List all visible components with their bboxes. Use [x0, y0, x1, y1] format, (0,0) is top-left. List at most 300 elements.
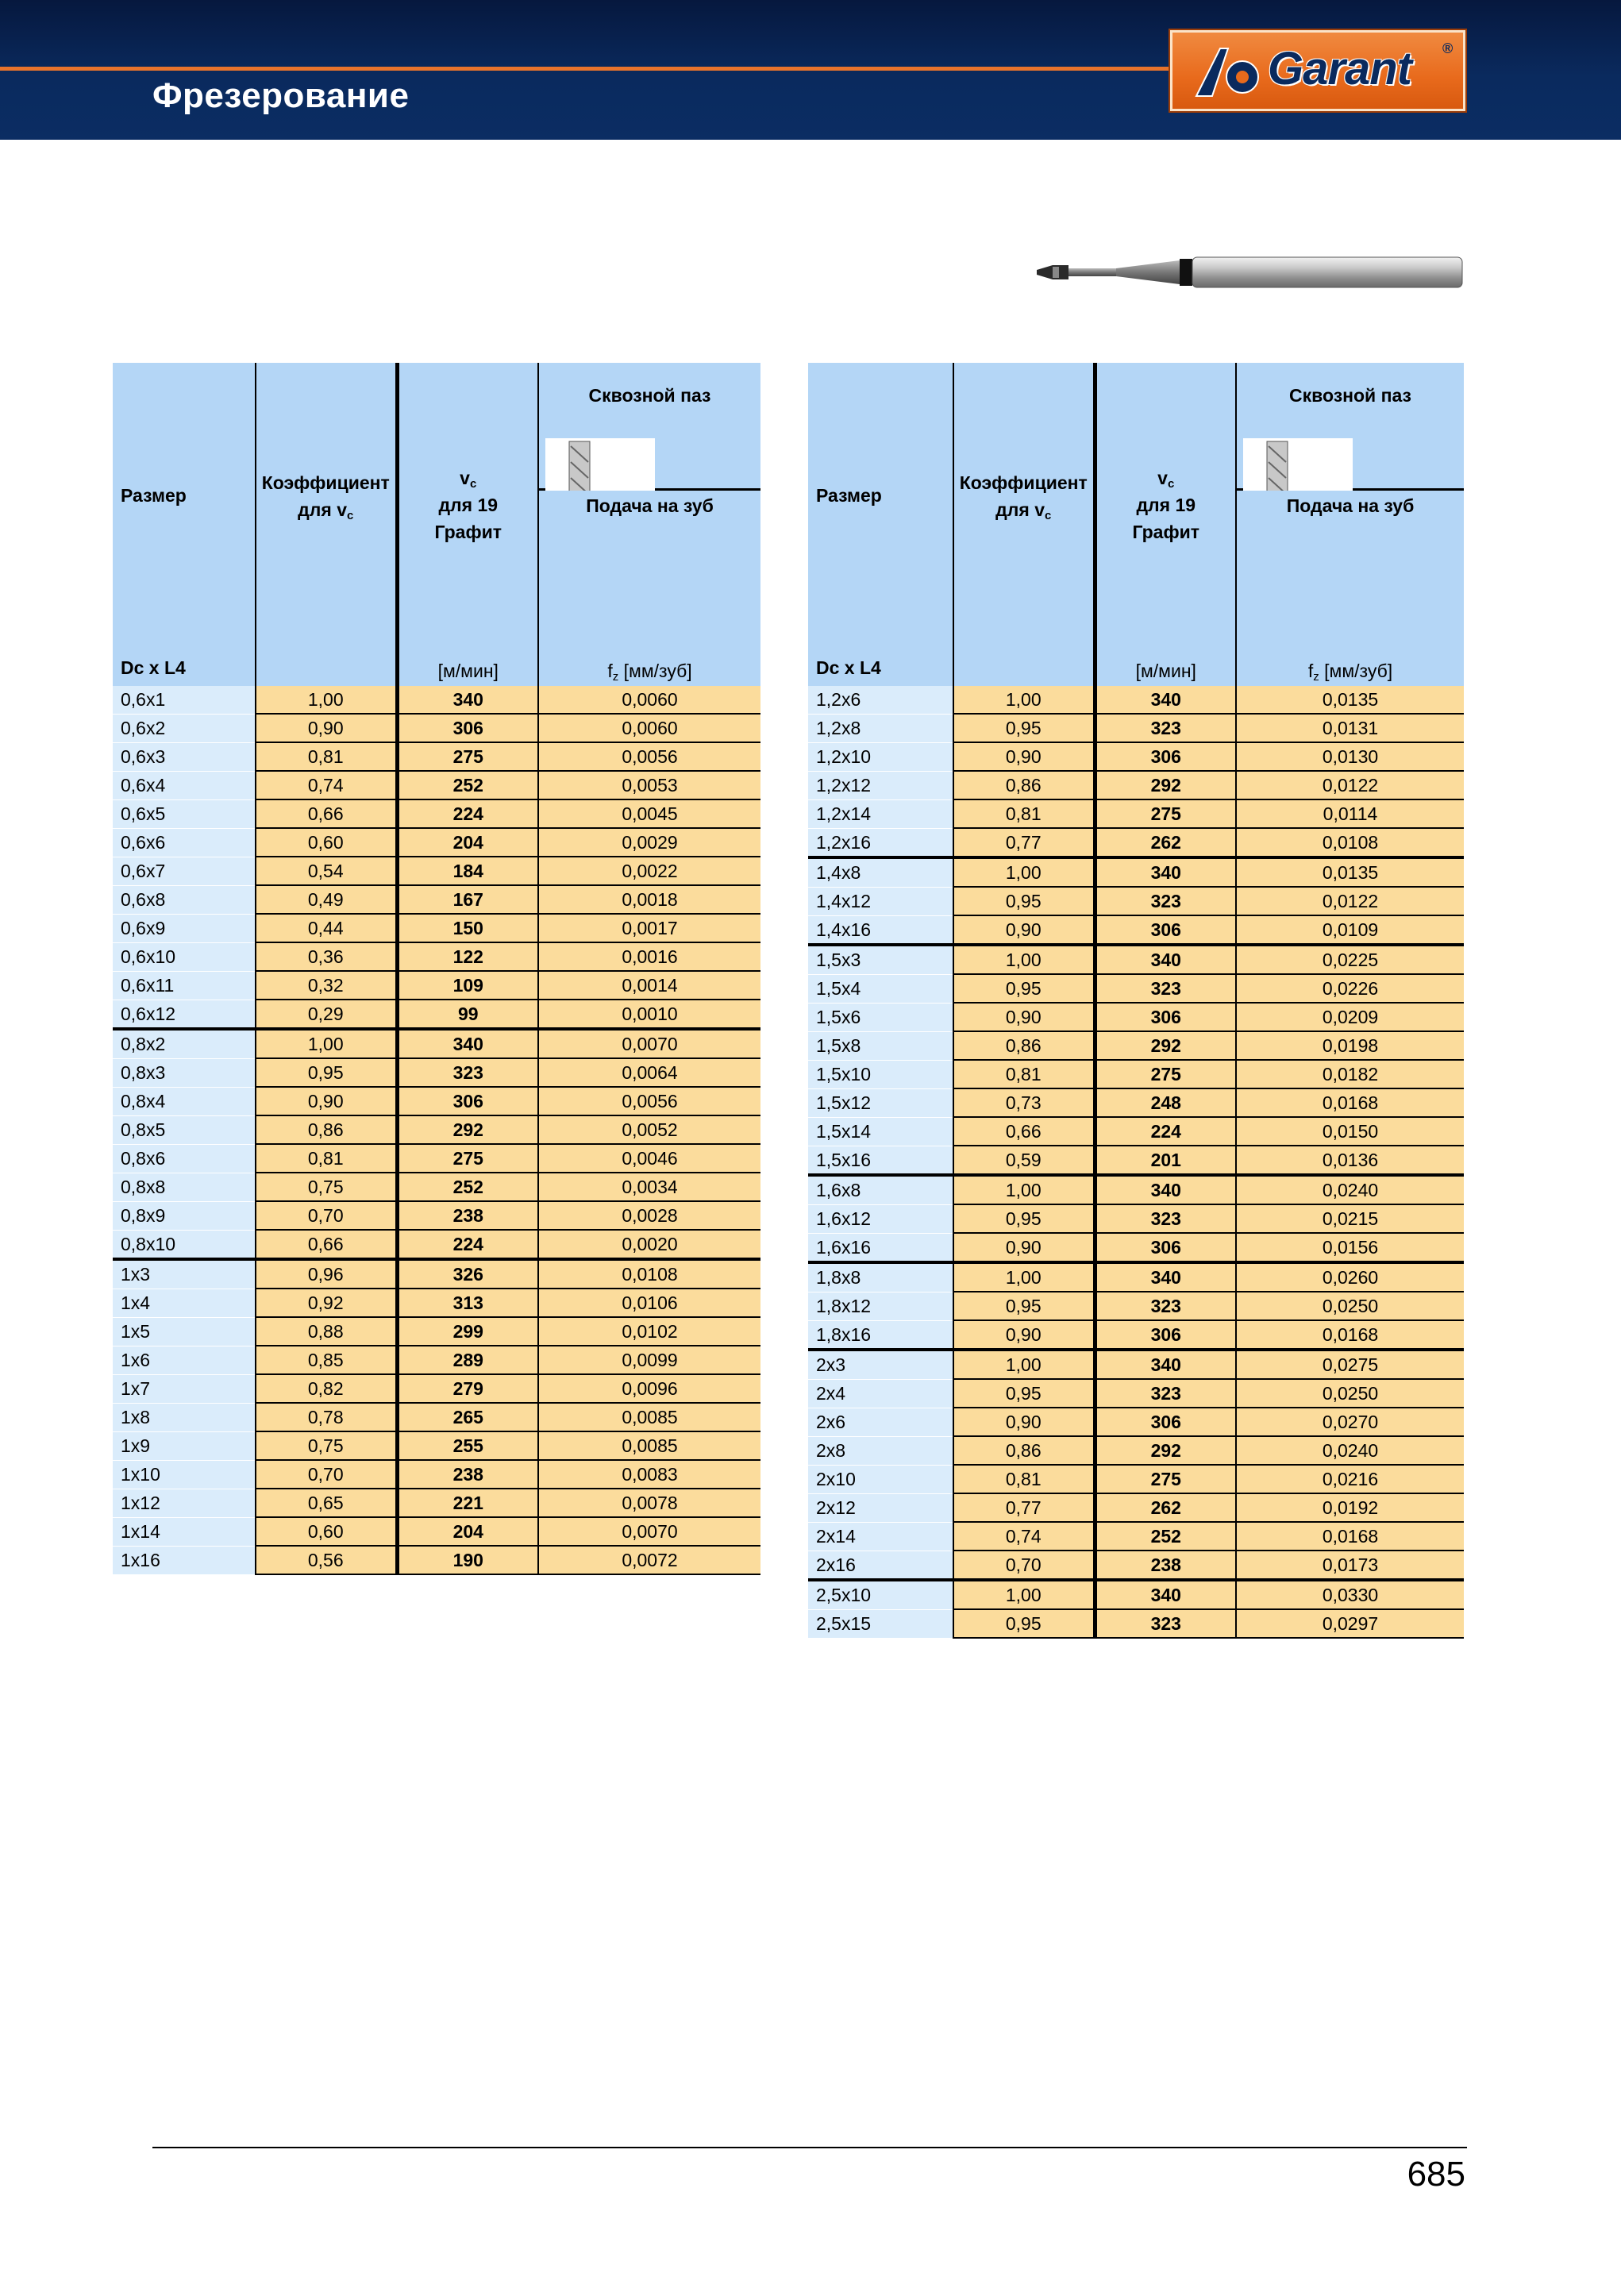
vc-cell: 275	[1095, 799, 1236, 828]
size-cell: 2x8	[808, 1436, 953, 1465]
size-header	[808, 363, 953, 686]
size-cell: 0,6x7	[113, 857, 256, 885]
size-cell: 0,8x6	[113, 1144, 256, 1173]
vc-cell: 292	[1095, 771, 1236, 799]
feed-label: Подача на зуб	[586, 495, 714, 517]
fz-cell: 0,0168	[1236, 1320, 1464, 1350]
vc-cell: 252	[1095, 1522, 1236, 1551]
size-cell: 1,6x12	[808, 1204, 953, 1233]
size-cell: 1,8x8	[808, 1262, 953, 1292]
size-sub-label: Dc x L4	[121, 657, 186, 678]
table-row	[808, 1262, 1464, 1292]
vc-cell: 265	[397, 1403, 538, 1431]
page-number: 685	[1407, 2155, 1465, 2194]
coef-cell: 1,00	[953, 1350, 1095, 1379]
size-cell: 0,6x5	[113, 799, 256, 828]
table-row	[808, 1060, 1464, 1088]
coef-label: Коэффициент	[261, 472, 390, 493]
vc-cell: 323	[1095, 714, 1236, 742]
vc-cell: 323	[1095, 974, 1236, 1003]
fz-cell: 0,0250	[1236, 1292, 1464, 1320]
fz-cell: 0,0096	[538, 1374, 760, 1403]
fz-cell: 0,0209	[1236, 1003, 1464, 1031]
size-cell: 0,8x2	[113, 1029, 256, 1058]
fz-cell: 0,0156	[1236, 1233, 1464, 1262]
table-row	[113, 885, 760, 914]
coef-cell: 0,92	[256, 1289, 397, 1317]
fz-cell: 0,0016	[538, 942, 760, 971]
fz-cell: 0,0122	[1236, 771, 1464, 799]
table-row	[113, 1000, 760, 1029]
table-row	[808, 1233, 1464, 1262]
size-cell: 2x6	[808, 1408, 953, 1436]
vc-cell: 323	[1095, 1204, 1236, 1233]
fz-cell: 0,0056	[538, 742, 760, 771]
table-row	[113, 714, 760, 742]
vc-cell: 224	[397, 799, 538, 828]
table-row	[113, 971, 760, 1000]
registered-mark: ®	[1442, 40, 1454, 56]
table-row	[808, 915, 1464, 945]
coef-cell: 0,95	[953, 714, 1095, 742]
fz-cell: 0,0099	[538, 1346, 760, 1374]
coef-cell: 0,32	[256, 971, 397, 1000]
vc-line2: для 19	[1136, 495, 1196, 515]
fz-cell: 0,0072	[538, 1546, 760, 1574]
table-row	[113, 686, 760, 714]
fz-cell: 0,0046	[538, 1144, 760, 1173]
fz-cell: 0,0173	[1236, 1551, 1464, 1580]
size-cell: 1,5x8	[808, 1031, 953, 1060]
size-cell: 0,8x10	[113, 1230, 256, 1259]
fz-cell: 0,0052	[538, 1115, 760, 1144]
fz-cell: 0,0045	[538, 799, 760, 828]
size-cell: 1x12	[113, 1489, 256, 1517]
fz-cell: 0,0108	[1236, 828, 1464, 857]
fz-cell: 0,0198	[1236, 1031, 1464, 1060]
vc-cell: 238	[397, 1460, 538, 1489]
table-row	[808, 1436, 1464, 1465]
size-cell: 1,2x14	[808, 799, 953, 828]
table-row	[808, 887, 1464, 915]
coef-cell: 0,70	[256, 1201, 397, 1230]
vc-cell: 204	[397, 828, 538, 857]
table-row	[113, 942, 760, 971]
size-label: Размер	[121, 485, 187, 506]
size-cell: 1,5x4	[808, 974, 953, 1003]
table-row	[808, 1522, 1464, 1551]
coef-cell: 0,54	[256, 857, 397, 885]
vc-symbol: v	[460, 468, 470, 488]
size-cell: 2x12	[808, 1493, 953, 1522]
fz-cell: 0,0029	[538, 828, 760, 857]
vc-cell: 340	[1095, 1262, 1236, 1292]
coef-cell: 0,95	[953, 1609, 1095, 1638]
vc-cell: 289	[397, 1346, 538, 1374]
vc-cell: 275	[397, 1144, 538, 1173]
fz-cell: 0,0135	[1236, 857, 1464, 887]
coef-cell: 0,88	[256, 1317, 397, 1346]
vc-cell: 340	[1095, 686, 1236, 714]
vc-cell: 167	[397, 885, 538, 914]
fz-cell: 0,0014	[538, 971, 760, 1000]
garant-logo	[1170, 30, 1465, 111]
table-row	[113, 1259, 760, 1289]
coef-cell: 0,75	[256, 1173, 397, 1201]
slot-drawing-cell	[538, 429, 760, 490]
size-cell: 0,8x8	[113, 1173, 256, 1201]
fz-cell: 0,0018	[538, 885, 760, 914]
coef-cell: 0,70	[953, 1551, 1095, 1580]
vc-header: $v_c$ для 19 Графит [м/мин]	[1095, 363, 1236, 686]
fz-cell: 0,0130	[1236, 742, 1464, 771]
coef-cell: 0,95	[953, 1379, 1095, 1408]
size-cell: 1,2x12	[808, 771, 953, 799]
fz-cell: 0,0270	[1236, 1408, 1464, 1436]
size-cell: 1,6x16	[808, 1233, 953, 1262]
size-cell: 1,8x16	[808, 1320, 953, 1350]
coef-cell: 0,74	[953, 1522, 1095, 1551]
coef-cell: 0,95	[953, 1204, 1095, 1233]
vc-cell: 306	[1095, 742, 1236, 771]
table-row	[113, 1517, 760, 1546]
coef-cell: 0,90	[953, 915, 1095, 945]
vc-cell: 184	[397, 857, 538, 885]
fz-cell: 0,0226	[1236, 974, 1464, 1003]
size-cell: 1x5	[113, 1317, 256, 1346]
fz-cell: 0,0225	[1236, 945, 1464, 974]
fz-cell: 0,0109	[1236, 915, 1464, 945]
table-row	[113, 1230, 760, 1259]
size-cell: 1x6	[113, 1346, 256, 1374]
coef-cell: 0,56	[256, 1546, 397, 1574]
table-row	[113, 1374, 760, 1403]
coef-cell: 0,86	[256, 1115, 397, 1144]
left-table-body	[113, 686, 760, 1574]
size-cell: 1,2x10	[808, 742, 953, 771]
table-row	[113, 1289, 760, 1317]
size-cell: 1x8	[113, 1403, 256, 1431]
coef-cell: 0,86	[953, 1436, 1095, 1465]
vc-cell: 306	[1095, 1408, 1236, 1436]
coef-cell: 0,65	[256, 1489, 397, 1517]
vc-cell: 340	[1095, 857, 1236, 887]
table-row	[808, 1408, 1464, 1436]
vc-cell: 306	[397, 714, 538, 742]
size-cell: 0,6x12	[113, 1000, 256, 1029]
vc-cell: 340	[397, 1029, 538, 1058]
coef-sub-label: для v	[995, 499, 1045, 520]
vc-cell: 150	[397, 914, 538, 942]
fz-cell: 0,0182	[1236, 1060, 1464, 1088]
size-cell: 1,4x16	[808, 915, 953, 945]
table-row	[808, 742, 1464, 771]
fz-cell: 0,0020	[538, 1230, 760, 1259]
fz-cell: 0,0136	[1236, 1146, 1464, 1175]
fz-cell: 0,0102	[538, 1317, 760, 1346]
fz-unit-label: $f_z$ [мм/зуб]	[1307, 661, 1393, 684]
coef-cell: 0,95	[953, 974, 1095, 1003]
table-row	[113, 914, 760, 942]
end-mill-tool-image	[1037, 246, 1467, 302]
size-cell: 1,6x8	[808, 1175, 953, 1204]
fz-cell: 0,0010	[538, 1000, 760, 1029]
table-row	[808, 1292, 1464, 1320]
size-cell: 0,8x4	[113, 1087, 256, 1115]
fz-cell: 0,0053	[538, 771, 760, 799]
size-cell: 2x10	[808, 1465, 953, 1493]
coef-cell: 0,96	[256, 1259, 397, 1289]
size-cell: 1,5x12	[808, 1088, 953, 1117]
fz-cell: 0,0192	[1236, 1493, 1464, 1522]
table-row	[113, 1346, 760, 1374]
table-row	[808, 1320, 1464, 1350]
vc-cell: 306	[1095, 1233, 1236, 1262]
fz-cell: 0,0240	[1236, 1175, 1464, 1204]
table-row	[808, 1580, 1464, 1609]
size-cell: 0,6x10	[113, 942, 256, 971]
coef-cell: 0,95	[256, 1058, 397, 1087]
size-cell: 1x14	[113, 1517, 256, 1546]
fz-cell: 0,0250	[1236, 1379, 1464, 1408]
vc-cell: 262	[1095, 1493, 1236, 1522]
table-row	[113, 1173, 760, 1201]
feed-label: Подача на зуб	[1286, 495, 1415, 517]
size-cell: 1,2x16	[808, 828, 953, 857]
size-cell: 0,8x9	[113, 1201, 256, 1230]
fz-cell: 0,0297	[1236, 1609, 1464, 1638]
coef-cell: 0,81	[256, 1144, 397, 1173]
coef-cell: 0,81	[256, 742, 397, 771]
vc-cell: 204	[397, 1517, 538, 1546]
size-cell: 1x4	[113, 1289, 256, 1317]
fz-cell: 0,0017	[538, 914, 760, 942]
table-row	[113, 1431, 760, 1460]
vc-cell: 275	[1095, 1060, 1236, 1088]
size-cell: 1x16	[113, 1546, 256, 1574]
table-row	[113, 742, 760, 771]
table-row	[808, 1031, 1464, 1060]
table-row	[808, 974, 1464, 1003]
coef-cell: 0,82	[256, 1374, 397, 1403]
vc-cell: 313	[397, 1289, 538, 1317]
right-table-body	[808, 686, 1464, 1638]
coef-cell: 0,81	[953, 1060, 1095, 1088]
vc-cell: 109	[397, 971, 538, 1000]
table-row	[113, 1115, 760, 1144]
coef-cell: 0,95	[953, 1292, 1095, 1320]
coef-cell: 0,36	[256, 942, 397, 971]
table-row	[113, 857, 760, 885]
coef-cell: 1,00	[953, 857, 1095, 887]
size-cell: 1,4x12	[808, 887, 953, 915]
table-row	[113, 799, 760, 828]
table-row	[808, 686, 1464, 714]
vc-cell: 326	[397, 1259, 538, 1289]
coef-cell: 0,60	[256, 828, 397, 857]
table-row	[808, 945, 1464, 974]
coef-cell: 1,00	[953, 686, 1095, 714]
table-row	[113, 1201, 760, 1230]
coef-cell: 0,29	[256, 1000, 397, 1029]
size-cell: 0,8x5	[113, 1115, 256, 1144]
coef-cell: 1,00	[256, 686, 397, 714]
table-row	[808, 799, 1464, 828]
coef-cell: 0,75	[256, 1431, 397, 1460]
coef-cell: 1,00	[256, 1029, 397, 1058]
size-cell: 1x10	[113, 1460, 256, 1489]
fz-cell: 0,0275	[1236, 1350, 1464, 1379]
fz-cell: 0,0085	[538, 1431, 760, 1460]
fz-cell: 0,0056	[538, 1087, 760, 1115]
vc-cell: 99	[397, 1000, 538, 1029]
vc-material: Графит	[1132, 522, 1200, 542]
coef-cell: 0,90	[953, 1408, 1095, 1436]
size-cell: 1,5x10	[808, 1060, 953, 1088]
vc-cell: 340	[397, 686, 538, 714]
coef-cell: 0,77	[953, 828, 1095, 857]
vc-cell: 252	[397, 1173, 538, 1201]
vc-symbol: v	[1157, 468, 1168, 488]
size-sub-label: Dc x L4	[816, 657, 881, 678]
size-cell: 2x4	[808, 1379, 953, 1408]
coef-cell: 1,00	[953, 1262, 1095, 1292]
fz-cell: 0,0060	[538, 686, 760, 714]
table-row	[808, 857, 1464, 887]
coef-cell: 1,00	[953, 945, 1095, 974]
coef-cell: 0,77	[953, 1493, 1095, 1522]
fz-cell: 0,0070	[538, 1517, 760, 1546]
size-cell: 0,6x2	[113, 714, 256, 742]
table-row	[113, 1403, 760, 1431]
vc-cell: 275	[397, 742, 538, 771]
coef-header: Коэффициент для $v_c$	[256, 363, 397, 686]
size-cell: 1x3	[113, 1259, 256, 1289]
fz-cell: 0,0131	[1236, 714, 1464, 742]
coef-sub-label: для v	[298, 499, 347, 520]
vc-unit: [м/мин]	[437, 661, 499, 681]
coef-header: Коэффициент для $v_c$	[953, 363, 1095, 686]
size-header	[113, 363, 256, 686]
vc-cell: 262	[1095, 828, 1236, 857]
vc-cell: 122	[397, 942, 538, 971]
coef-cell: 0,78	[256, 1403, 397, 1431]
size-cell: 1,5x6	[808, 1003, 953, 1031]
table-row	[808, 1379, 1464, 1408]
size-cell: 1,8x12	[808, 1292, 953, 1320]
size-cell: 1,5x3	[808, 945, 953, 974]
vc-cell: 238	[397, 1201, 538, 1230]
table-row	[808, 828, 1464, 857]
table-row	[113, 1029, 760, 1058]
coef-cell: 0,49	[256, 885, 397, 914]
vc-cell: 340	[1095, 1580, 1236, 1609]
vc-cell: 340	[1095, 1350, 1236, 1379]
table-row	[808, 771, 1464, 799]
size-cell: 2,5x10	[808, 1580, 953, 1609]
vc-cell: 190	[397, 1546, 538, 1574]
fz-cell: 0,0168	[1236, 1522, 1464, 1551]
coef-cell: 0,66	[256, 799, 397, 828]
garant-logo-icon	[1193, 44, 1269, 101]
vc-cell: 306	[397, 1087, 538, 1115]
fz-cell: 0,0022	[538, 857, 760, 885]
coef-cell: 0,59	[953, 1146, 1095, 1175]
size-cell: 0,6x1	[113, 686, 256, 714]
coef-cell: 0,81	[953, 799, 1095, 828]
size-cell: 2x3	[808, 1350, 953, 1379]
fz-cell: 0,0122	[1236, 887, 1464, 915]
fz-cell: 0,0114	[1236, 799, 1464, 828]
fz-cell: 0,0034	[538, 1173, 760, 1201]
coef-cell: 0,95	[953, 887, 1095, 915]
brand-name: Garant	[1268, 43, 1411, 94]
table-row	[113, 1489, 760, 1517]
size-cell: 0,6x9	[113, 914, 256, 942]
vc-unit: [м/мин]	[1135, 661, 1196, 681]
coef-cell: 0,90	[256, 1087, 397, 1115]
coef-cell: 0,74	[256, 771, 397, 799]
size-cell: 0,6x8	[113, 885, 256, 914]
size-cell: 2x14	[808, 1522, 953, 1551]
table-row	[113, 1546, 760, 1574]
size-cell: 1,4x8	[808, 857, 953, 887]
left-cutting-data-table	[113, 363, 760, 1575]
feed-header	[1236, 490, 1464, 686]
vc-cell: 224	[1095, 1117, 1236, 1146]
size-cell: 1,5x16	[808, 1146, 953, 1175]
size-label: Размер	[816, 485, 882, 506]
table-row	[808, 1609, 1464, 1638]
coef-cell: 0,86	[953, 771, 1095, 799]
coef-cell: 0,60	[256, 1517, 397, 1546]
coef-cell: 0,90	[953, 1233, 1095, 1262]
coef-cell: 0,81	[953, 1465, 1095, 1493]
fz-cell: 0,0108	[538, 1259, 760, 1289]
table-row	[808, 1175, 1464, 1204]
operation-header: Сквозной паз	[538, 363, 760, 429]
vc-cell: 248	[1095, 1088, 1236, 1117]
fz-cell: 0,0064	[538, 1058, 760, 1087]
size-cell: 1x7	[113, 1374, 256, 1403]
table-row	[113, 1087, 760, 1115]
vc-cell: 201	[1095, 1146, 1236, 1175]
vc-cell: 306	[1095, 1320, 1236, 1350]
vc-cell: 306	[1095, 915, 1236, 945]
coef-cell: 0,90	[256, 714, 397, 742]
size-cell: 1x9	[113, 1431, 256, 1460]
vc-cell: 292	[1095, 1436, 1236, 1465]
table-row	[808, 1003, 1464, 1031]
slot-drawing-cell	[1236, 429, 1464, 490]
coef-cell: 0,86	[953, 1031, 1095, 1060]
size-cell: 0,6x3	[113, 742, 256, 771]
fz-cell: 0,0215	[1236, 1204, 1464, 1233]
table-row	[808, 1117, 1464, 1146]
fz-cell: 0,0330	[1236, 1580, 1464, 1609]
coef-cell: 0,66	[256, 1230, 397, 1259]
vc-cell: 279	[397, 1374, 538, 1403]
vc-material: Графит	[434, 522, 502, 542]
fz-cell: 0,0168	[1236, 1088, 1464, 1117]
size-cell: 1,5x14	[808, 1117, 953, 1146]
fz-cell: 0,0260	[1236, 1262, 1464, 1292]
table-row	[808, 714, 1464, 742]
table-row	[808, 1465, 1464, 1493]
size-cell: 0,6x11	[113, 971, 256, 1000]
vc-cell: 292	[397, 1115, 538, 1144]
size-cell: 2x16	[808, 1551, 953, 1580]
